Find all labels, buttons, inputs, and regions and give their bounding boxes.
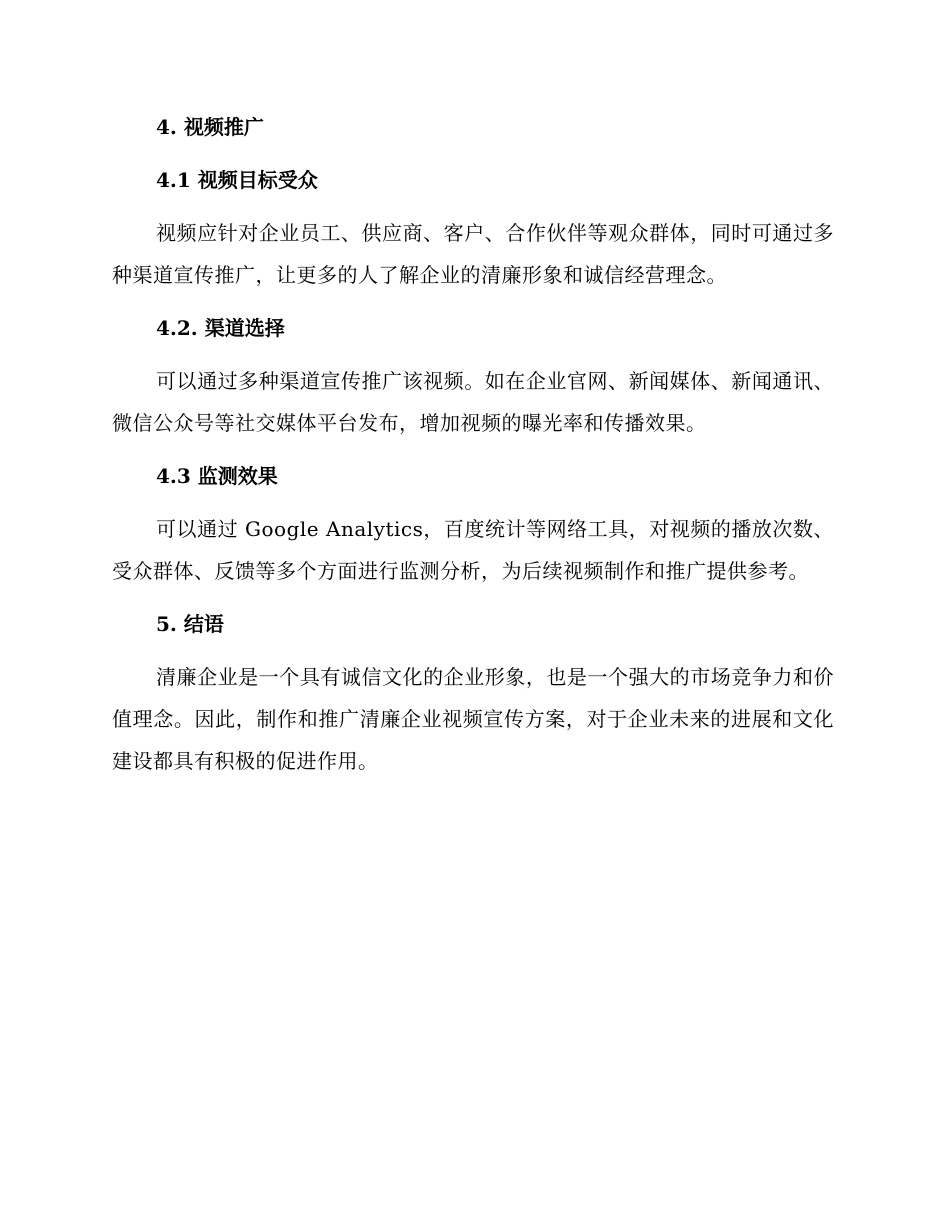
paragraph-conclusion: 清廉企业是一个具有诚信文化的企业形象，也是一个强大的市场竞争力和价值理念。因此，制作和推广清廉企业视频宣传方案，对于企业未来的进展和文化建设都具有积极的促进作用。 <box>112 665 834 773</box>
section-heading-monitoring: 4.3 监测效果 <box>156 464 278 488</box>
paragraph-monitoring: 可以通过 Google Analytics，百度统计等网络工具，对视频的播放次数、受众群体、反馈等多个方面进行监测分析，为后续视频制作和推广提供参考。 <box>112 517 834 583</box>
section-heading-target-audience: 4.1 视频目标受众 <box>156 168 318 192</box>
section-heading-channel-selection: 4.2. 渠道选择 <box>156 316 285 340</box>
section-heading-video-promotion: 4. 视频推广 <box>156 115 264 139</box>
section-heading-conclusion: 5. 结语 <box>156 612 224 636</box>
paragraph-channel-selection: 可以通过多种渠道宣传推广该视频。如在企业官网、新闻媒体、新闻通讯、微信公众号等社交媒体平台发布，增加视频的曝光率和传播效果。 <box>112 369 834 435</box>
paragraph-target-audience: 视频应针对企业员工、供应商、客户、合作伙伴等观众群体，同时可通过多种渠道宣传推广，让更多的人了解企业的清廉形象和诚信经营理念。 <box>112 221 834 287</box>
document-body <box>112 106 834 793</box>
